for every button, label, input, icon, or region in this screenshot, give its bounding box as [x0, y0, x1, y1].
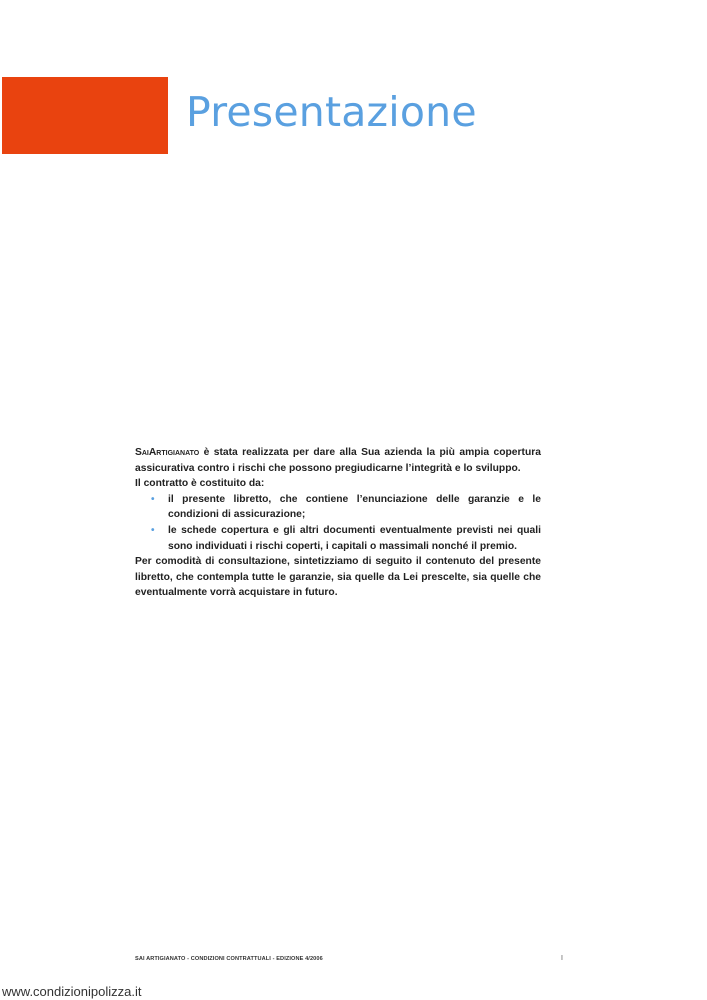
website-watermark: www.condizionipolizza.it — [2, 984, 142, 999]
list-item-text: il presente libretto, che contiene l’enunciazione delle garanzie e le condizioni di assicurazione; — [168, 493, 541, 521]
brand-name: SaiArtigianato — [135, 447, 200, 458]
footer-edition-text: SAI ARTIGIANATO - CONDIZIONI CONTRATTUALI - EDIZIONE 4/2006 — [135, 956, 323, 962]
list-item — [135, 492, 541, 523]
page-title: Presentazione — [186, 88, 477, 136]
bullet-icon: • — [151, 524, 155, 536]
orange-accent-block — [2, 77, 168, 154]
list-item — [135, 523, 541, 554]
contract-components-list — [135, 492, 541, 554]
presentation-body — [135, 445, 541, 601]
list-item-text: le schede copertura e gli altri documenti eventualmente previsti nei quali sono individuati i rischi coperti, i capitali o massimali nonché il premio. — [168, 524, 541, 552]
intro-paragraph — [135, 445, 541, 476]
closing-paragraph: Per comodità di consultazione, sintetizziamo di seguito il contenuto del presente libretto, che contempla tutte le garanzie, sia quelle da Lei prescelte, sia quelle che eventualmente vorrà acquistare in futuro. — [135, 556, 541, 599]
contract-heading: Il contratto è costituito da: — [135, 478, 265, 490]
bullet-icon: • — [151, 493, 155, 505]
page-number: I — [561, 955, 563, 962]
intro-text: è stata realizzata per dare alla Sua azienda la più ampia copertura assicurativa contro i rischi che possono pregiudicarne l’integrità e lo sviluppo. — [135, 447, 541, 474]
